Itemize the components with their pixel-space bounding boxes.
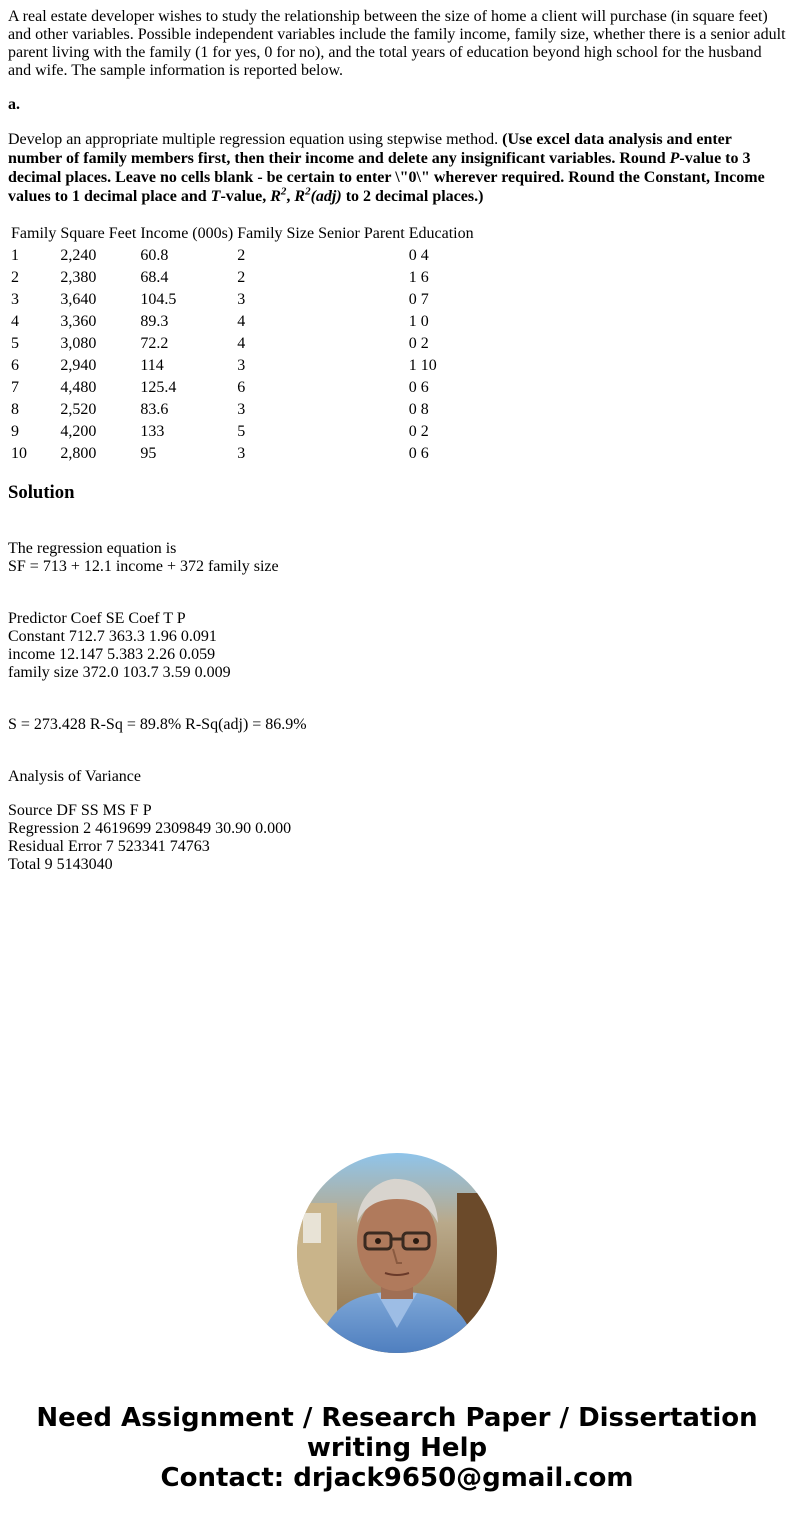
table-cell: 68.4 xyxy=(140,269,169,286)
contact-banner xyxy=(0,1403,794,1493)
model-fit xyxy=(8,716,786,734)
table-cell: 3,360 xyxy=(60,313,97,330)
table-header-row xyxy=(10,224,475,244)
table-cell: 95 xyxy=(140,445,157,462)
table-cell: 5 xyxy=(237,423,246,440)
table-row xyxy=(10,312,475,332)
col-header-family-size: Family Size xyxy=(237,225,315,242)
table-row xyxy=(10,334,475,354)
table-row xyxy=(10,400,475,420)
table-cell xyxy=(317,356,406,376)
instructions-bold-c: -value, xyxy=(220,188,271,205)
anova-row: Residual Error 7 523341 74763 xyxy=(8,838,210,855)
table-cell: 0 4 xyxy=(408,247,429,264)
table-cell: 8 xyxy=(11,401,19,418)
col-header-family: Family xyxy=(11,225,57,242)
predictor-table xyxy=(8,610,786,682)
instructions-plain: Develop an appropriate multiple regression equation using stepwise method. xyxy=(8,131,503,148)
predictor-row: Constant 712.7 363.3 1.96 0.091 xyxy=(8,628,217,645)
col-header-square-feet: Square Feet xyxy=(60,225,137,242)
table-cell: 2 xyxy=(237,247,246,264)
table-cell: 4 xyxy=(237,313,246,330)
table-cell xyxy=(317,246,406,266)
r-squared-adj: $R^2(adj)$ xyxy=(294,185,342,205)
table-cell: 6 xyxy=(11,357,19,374)
table-cell: 3 xyxy=(237,357,246,374)
col-header-education: Education xyxy=(408,225,474,242)
table-cell: 0 7 xyxy=(408,291,429,308)
table-cell: 133 xyxy=(140,423,165,440)
instructions-bold-d: to 2 decimal places.) xyxy=(341,188,484,205)
problem-intro: A real estate developer wishes to study the relationship between the size of home a client will purchase (in square feet) and other variables. Possible independent variables include the family income, family size, whether there is a senior adult parent living with the family (1 for yes, 0 for no), and the total years of education beyond high school for the husband and wife. The sample information is reported below. xyxy=(8,8,786,79)
predictor-row: family size 372.0 103.7 3.59 0.009 xyxy=(8,664,231,681)
regression-line-2: SF = 713 + 12.1 income + 372 family size xyxy=(8,558,279,575)
table-cell: 6 xyxy=(237,379,246,396)
table-cell: 0 2 xyxy=(408,423,429,440)
table-cell xyxy=(317,378,406,398)
anova-header: Source DF SS MS F P xyxy=(8,802,152,819)
table-cell: 3 xyxy=(237,445,246,462)
table-cell: 2,800 xyxy=(60,445,97,462)
table-cell: 3,640 xyxy=(60,291,97,308)
p-italic: P xyxy=(669,150,680,167)
anova-section xyxy=(8,768,786,874)
fit-stats: S = 273.428 R-Sq = 89.8% R-Sq(adj) = 86.9% xyxy=(8,716,307,733)
table-cell xyxy=(317,268,406,288)
document-body xyxy=(8,8,786,874)
r-squared: $R^2$ xyxy=(270,185,287,205)
regression-line-1: The regression equation is xyxy=(8,540,177,557)
predictor-row: income 12.147 5.383 2.26 0.059 xyxy=(8,646,216,663)
table-cell: 4,200 xyxy=(60,423,97,440)
instructions-bold-a: (Use excel data analysis and enter number of family members first, then their income and delete any insignificant variables. Round xyxy=(8,131,732,167)
anova-row: Total 9 5143040 xyxy=(8,856,113,873)
table-cell: 4 xyxy=(11,313,19,330)
predictor-header: Predictor Coef SE Coef T P xyxy=(8,610,186,627)
table-cell: 83.6 xyxy=(140,401,169,418)
anova-row: Regression 2 4619699 2309849 30.90 0.000 xyxy=(8,820,292,837)
t-italic: T xyxy=(210,188,221,205)
table-cell: 9 xyxy=(11,423,19,440)
instructions-bold-b: -value to 3 decimal places. Leave no cells blank - be certain to enter \"0\" wherever required. Round the Constant, Income values to 1 decimal place and xyxy=(8,150,765,205)
table-row xyxy=(10,246,475,266)
table-cell: 1 0 xyxy=(408,313,429,330)
table-cell xyxy=(317,400,406,420)
table-cell: 60.8 xyxy=(140,247,169,264)
table-row xyxy=(10,290,475,310)
table-cell: 3 xyxy=(11,291,19,308)
table-cell: 1 6 xyxy=(408,269,429,286)
table-cell: 5 xyxy=(11,335,19,352)
table-cell: 114 xyxy=(140,357,164,374)
table-cell: 104.5 xyxy=(140,291,177,308)
table-cell: 3,080 xyxy=(60,335,97,352)
banner-line-1: Need Assignment / Research Paper / Dissertation xyxy=(36,1403,758,1433)
table-row xyxy=(10,356,475,376)
table-cell: 2,520 xyxy=(60,401,97,418)
sample-data-table xyxy=(8,222,477,466)
table-cell: 0 6 xyxy=(408,379,429,396)
table-row xyxy=(10,378,475,398)
table-cell xyxy=(317,444,406,464)
table-cell: 89.3 xyxy=(140,313,169,330)
table-cell xyxy=(317,422,406,442)
author-photo xyxy=(297,1153,497,1353)
table-cell: 0 8 xyxy=(408,401,429,418)
table-cell xyxy=(317,290,406,310)
table-cell: 3 xyxy=(237,291,246,308)
table-cell: 10 xyxy=(11,445,27,462)
portrait-image xyxy=(297,1153,497,1353)
part-label: a. xyxy=(8,96,20,113)
table-cell: 4,480 xyxy=(60,379,97,396)
instructions: Develop an appropriate multiple regression equation using stepwise method. (Use excel data analysis and enter number of family members first, then their income and delete any insignificant variables. Round P-value to 3 decimal places. Leave no cells blank - be certain to enter \"0\" wherever required. Round the Constant, Income values to 1 decimal place and T-value, $R^2$, $R^2(adj)$ to 2 decimal places.) xyxy=(8,131,765,205)
table-cell: 2,380 xyxy=(60,269,97,286)
table-cell: 3 xyxy=(237,401,246,418)
table-row xyxy=(10,268,475,288)
table-cell: 4 xyxy=(237,335,246,352)
banner-line-2: writing Help xyxy=(306,1433,488,1463)
table-cell: 0 2 xyxy=(408,335,429,352)
anova-title: Analysis of Variance xyxy=(8,768,141,785)
table-cell: 2,240 xyxy=(60,247,97,264)
table-cell xyxy=(317,334,406,354)
table-cell: 0 6 xyxy=(408,445,429,462)
table-row xyxy=(10,444,475,464)
table-cell: 2 xyxy=(11,269,19,286)
table-cell: 1 xyxy=(11,247,19,264)
col-header-senior-parent: Senior Parent xyxy=(318,225,405,242)
table-cell xyxy=(317,312,406,332)
table-cell: 125.4 xyxy=(140,379,177,396)
table-cell: 72.2 xyxy=(140,335,169,352)
table-cell: 2 xyxy=(237,269,246,286)
table-cell: 2,940 xyxy=(60,357,97,374)
table-row xyxy=(10,422,475,442)
table-cell: 1 10 xyxy=(408,357,437,374)
table-cell: 7 xyxy=(11,379,19,396)
col-header-income: Income (000s) xyxy=(140,225,234,242)
regression-equation xyxy=(8,540,786,576)
solution-heading: Solution xyxy=(8,482,75,503)
banner-line-3: Contact: drjack9650@gmail.com xyxy=(160,1463,634,1493)
